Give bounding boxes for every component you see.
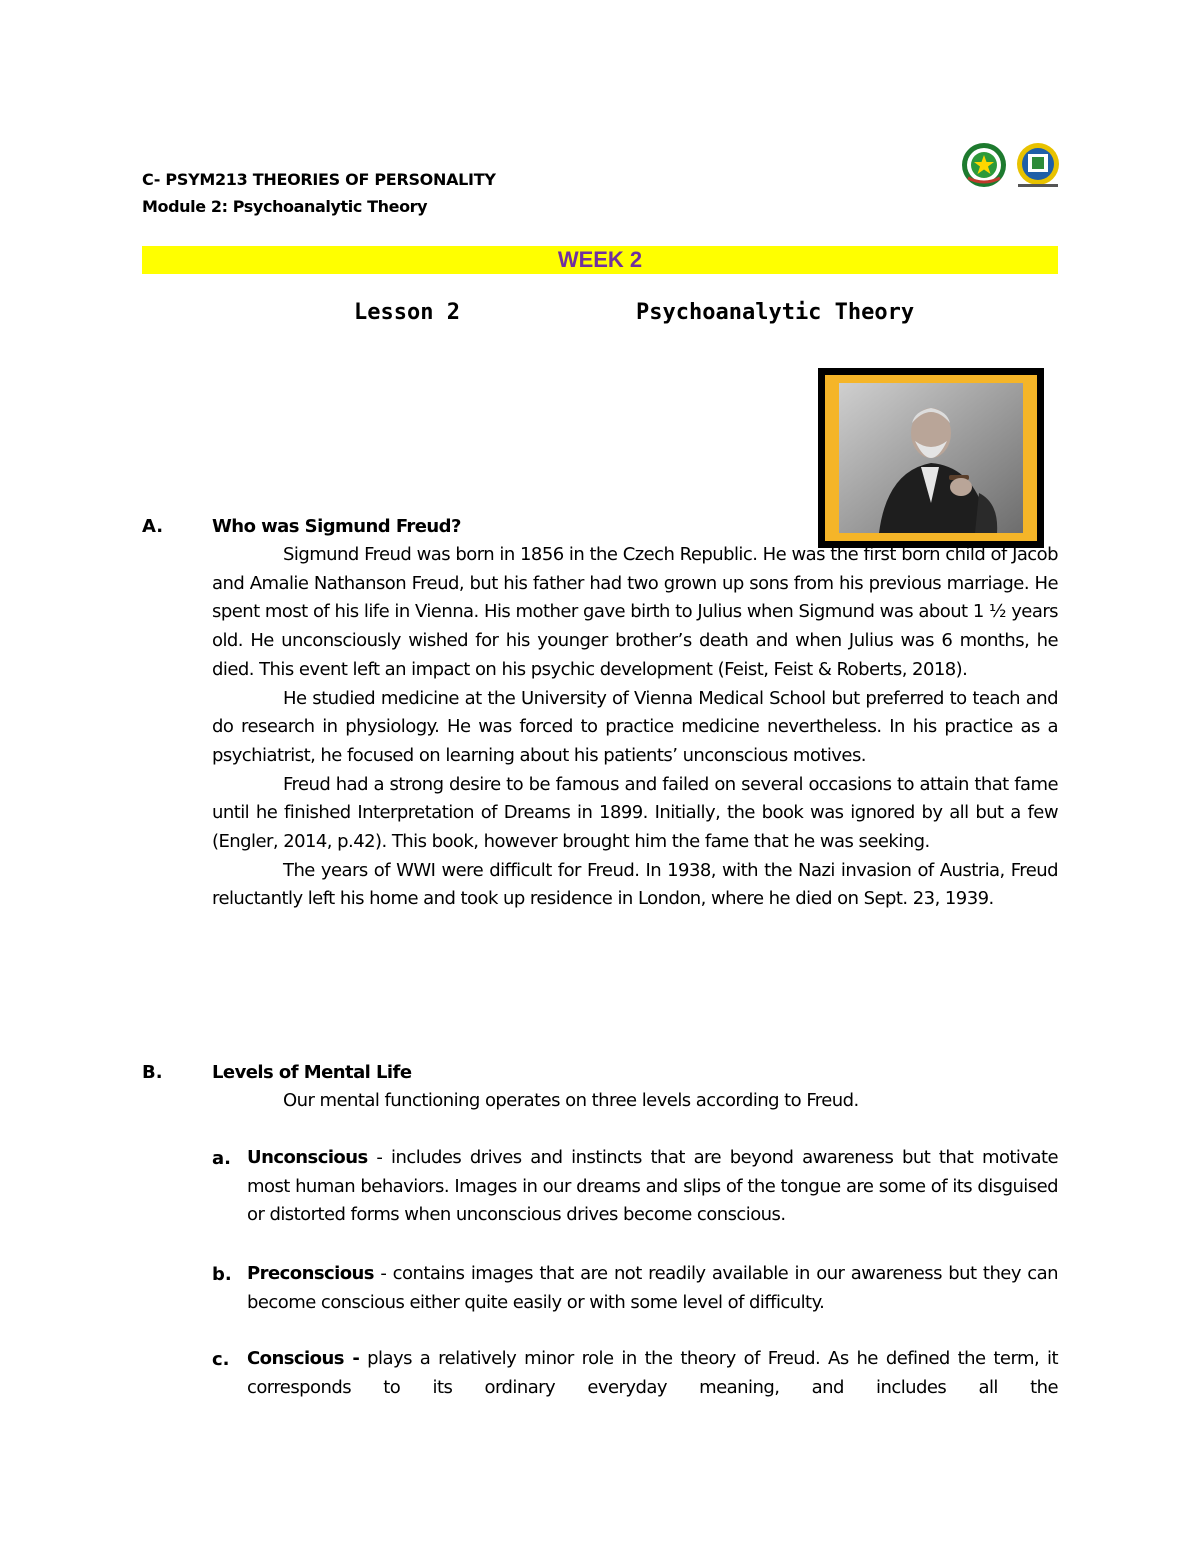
- item-b-text: [247, 1260, 1058, 1317]
- portrait-frame: [818, 368, 1044, 548]
- section-a-marker: A.: [142, 516, 164, 537]
- section-a-body: [212, 541, 1058, 914]
- section-b-marker: B.: [142, 1062, 163, 1083]
- term-unconscious: Unconscious: [247, 1147, 368, 1168]
- paragraph: Freud had a strong desire to be famous and failed on several occasions to attain that fame until he finished Interpretation of Dreams in 1899. Initially, the book was ignored by all but a few (Engler, 2014, p.42). This book, however brought him the fame that he was seeking.: [212, 773, 1058, 853]
- item-b-marker: b.: [212, 1264, 232, 1285]
- sigmund-freud-photo: [839, 383, 1023, 533]
- week-banner: [142, 246, 1058, 274]
- definition-unconscious: - includes drives and instincts that are beyond awareness but that motivate most human behaviors. Images in our dreams and slips of the tongue are some of its disguised or distorted forms when unconscious drives become conscious.: [247, 1147, 1058, 1226]
- paragraph: The years of WWI were difficult for Freud. In 1938, with the Nazi invasion of Austria, Freud reluctantly left his home and took up residence in London, where he died on Sept. 23, 1939.: [212, 859, 1058, 910]
- section-a-heading: Who was Sigmund Freud?: [212, 516, 461, 537]
- week-label: WEEK 2: [557, 247, 643, 272]
- lesson-title: Psychoanalytic Theory: [636, 300, 915, 325]
- section-b-intro: Our mental functioning operates on three levels according to Freud.: [283, 1090, 859, 1111]
- lesson-number: Lesson 2: [354, 300, 460, 325]
- paragraph: Sigmund Freud was born in 1856 in the Czech Republic. He was the first born child of Jacob and Amalie Nathanson Freud, but his father had two grown up sons from his previous marriage. He spent most of his life in Vienna. His mother gave birth to Julius when Sigmund was about 1 ½ years old. He unconsciously wished for his younger brother’s death and when Julius was 6 months, he died. This event left an impact on his psychic development (Feist, Feist & Roberts, 2018).: [212, 544, 1058, 680]
- section-b-heading: Levels of Mental Life: [212, 1062, 412, 1083]
- module-title: Module 2: Psychoanalytic Theory: [142, 197, 428, 216]
- paragraph: He studied medicine at the University of Vienna Medical School but preferred to teach and do research in physiology. He was forced to practice medicine nevertheless. In his practice as a psychiatrist, he focused on learning about his patients’ unconscious motives.: [212, 687, 1058, 766]
- item-c-text: [247, 1345, 1058, 1402]
- definition-conscious: plays a relatively minor role in the theory of Freud. As he defined the term, it corresponds to its ordinary everyday meaning, and includes all the: [247, 1348, 1058, 1398]
- item-a-marker: a.: [212, 1148, 231, 1169]
- definition-preconscious: - contains images that are not readily available in our awareness but they can become conscious either quite easily or with some level of difficulty.: [247, 1263, 1058, 1313]
- item-c-marker: c.: [212, 1349, 230, 1370]
- header-logos: [958, 142, 1062, 188]
- item-a-text: [247, 1144, 1058, 1230]
- course-title: C- PSYM213 THEORIES OF PERSONALITY: [142, 170, 496, 189]
- term-preconscious: Preconscious: [247, 1263, 374, 1284]
- term-conscious: Conscious -: [247, 1348, 360, 1369]
- institution-shield-logo: [1014, 142, 1062, 188]
